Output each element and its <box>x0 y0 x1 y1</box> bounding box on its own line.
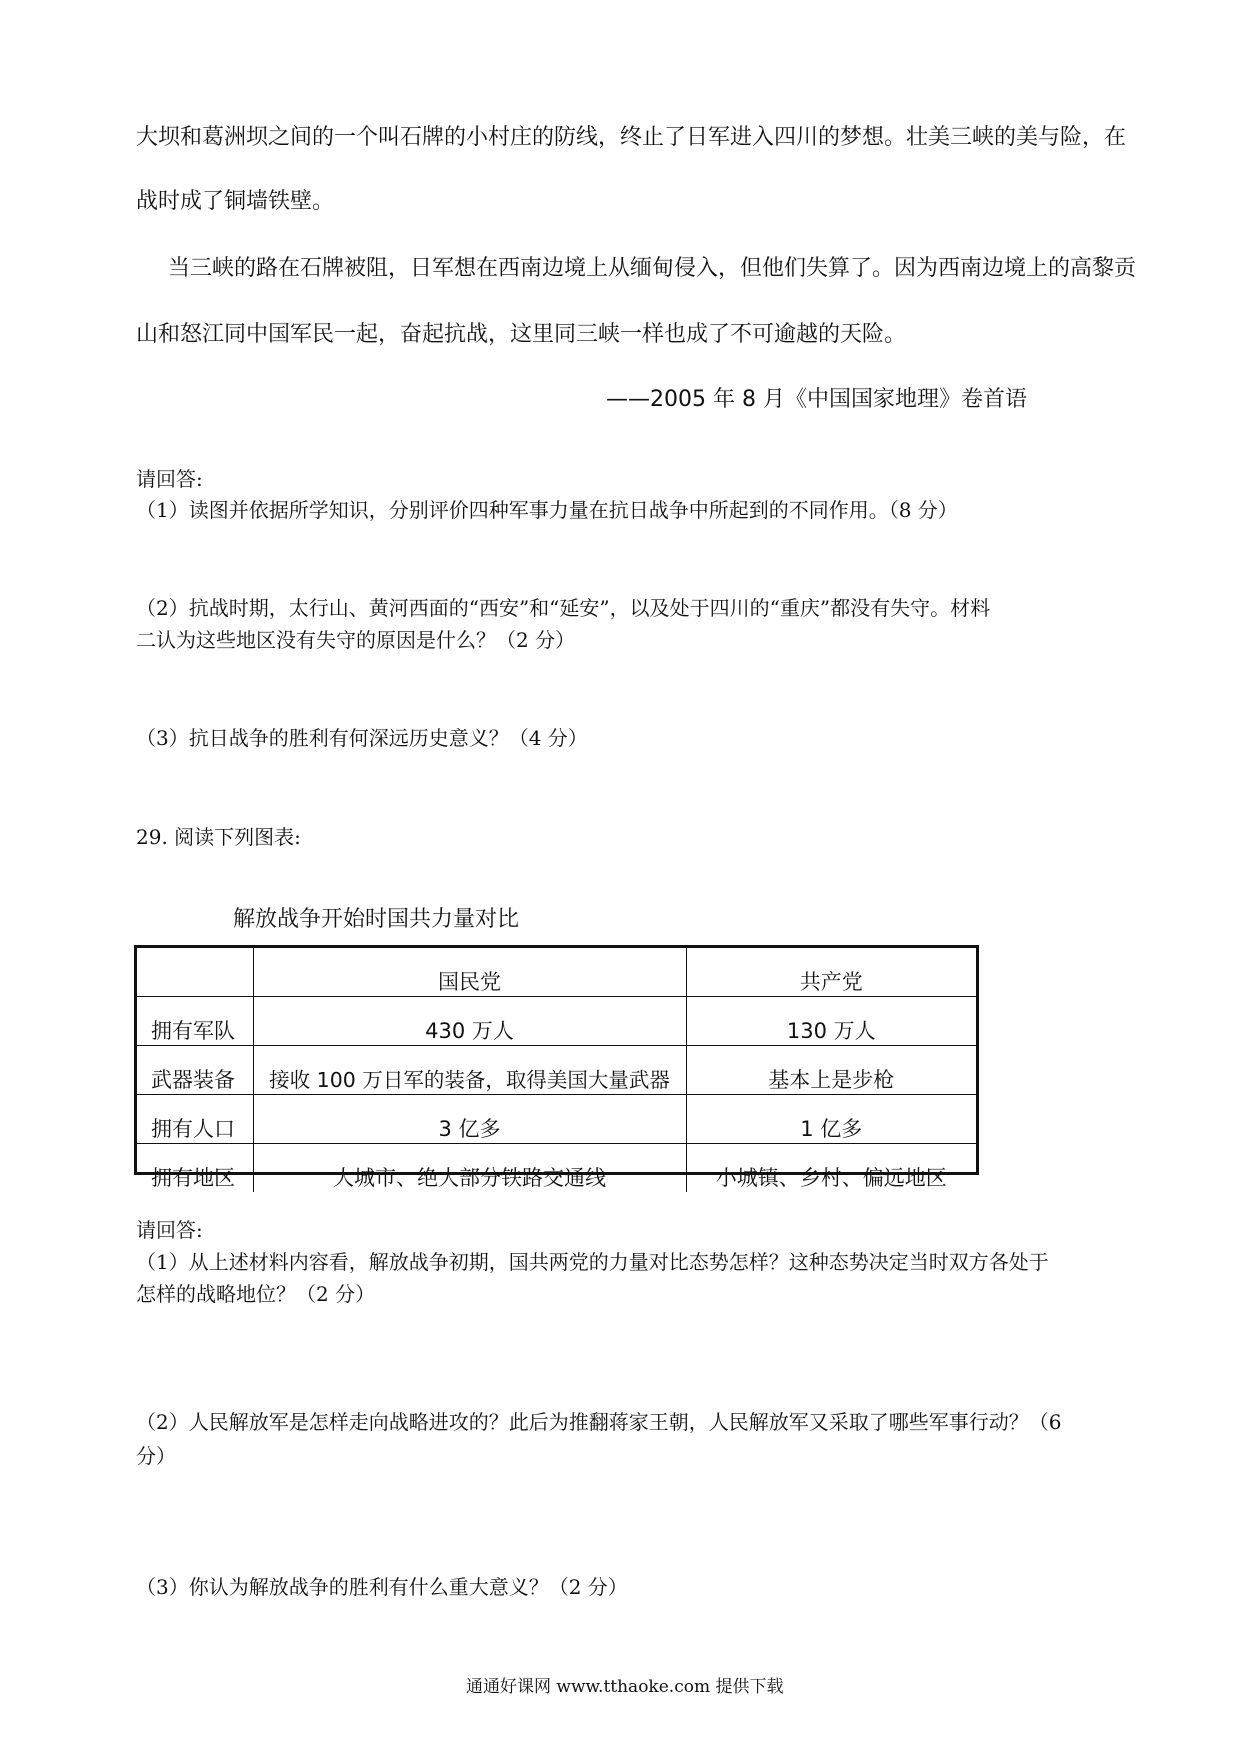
passage-source: ——2005 年 8 月《中国国家地理》卷首语 <box>606 387 1027 412</box>
passage-line-3: 当三峡的路在石牌被阻，日军想在西南边境上从缅甸侵入，但他们失算了。因为西南边境上的高黎贡 <box>168 256 1137 281</box>
table-cell: 1 亿多 <box>686 1095 976 1144</box>
q28-part3: （3）抗日战争的胜利有何深远历史意义？（4 分） <box>136 726 588 750</box>
table-cell: 拥有地区 <box>137 1144 253 1193</box>
table-header-cell <box>137 948 253 997</box>
table-row <box>137 1095 976 1144</box>
table-header-cell: 国民党 <box>253 948 686 997</box>
table-row <box>137 997 976 1046</box>
q29-part2-line2: 分） <box>136 1444 176 1468</box>
table-cell: 拥有人口 <box>137 1095 253 1144</box>
table-cell: 武器装备 <box>137 1046 253 1095</box>
table-cell: 大城市、绝大部分铁路交通线 <box>253 1144 686 1193</box>
q28-part2-line1: （2）抗战时期，太行山、黄河西面的“西安”和“延安”，以及处于四川的“重庆”都没有失守。材料 <box>136 596 991 620</box>
passage-line-4: 山和怒江同中国军民一起，奋起抗战，这里同三峡一样也成了不可逾越的天险。 <box>136 322 907 347</box>
passage-line-2: 战时成了铜墙铁壁。 <box>136 189 335 214</box>
table-title: 解放战争开始时国共力量对比 <box>233 907 520 932</box>
passage-line-1: 大坝和葛洲坝之间的一个叫石牌的小村庄的防线，终止了日军进入四川的梦想。壮美三峡的美与险，在 <box>136 125 1127 150</box>
table-cell: 接收 100 万日军的装备，取得美国大量武器 <box>253 1046 686 1095</box>
table-row <box>137 1046 976 1095</box>
table-cell: 130 万人 <box>686 997 976 1046</box>
page-footer: 通通好课网 www.tthaoke.com 提供下载 <box>466 1677 784 1697</box>
q28-part2-line2: 二认为这些地区没有失守的原因是什么？（2 分） <box>136 628 576 652</box>
q29-part1-line1: （1）从上述材料内容看，解放战争初期，国共两党的力量对比态势怎样？这种态势决定当时双方各处于 <box>136 1250 1049 1274</box>
q29-prompt: 请回答: <box>136 1218 203 1242</box>
q29-heading: 29. 阅读下列图表: <box>136 825 301 849</box>
comparison-table <box>134 945 979 1190</box>
table-row <box>137 1144 976 1193</box>
q29-part3: （3）你认为解放战争的胜利有什么重大意义？（2 分） <box>136 1575 628 1599</box>
table-cell: 小城镇、乡村、偏远地区 <box>686 1144 976 1193</box>
table-cell: 430 万人 <box>253 997 686 1046</box>
table-header-row <box>137 948 976 997</box>
q28-prompt: 请回答: <box>136 467 203 491</box>
table-cell: 3 亿多 <box>253 1095 686 1144</box>
table-cell: 基本上是步枪 <box>686 1046 976 1095</box>
q29-part1-line2: 怎样的战略地位？（2 分） <box>136 1282 376 1306</box>
q29-part2-line1: （2）人民解放军是怎样走向战略进攻的？此后为推翻蒋家王朝，人民解放军又采取了哪些军事行动？（6 <box>136 1410 1062 1434</box>
table-cell: 拥有军队 <box>137 997 253 1046</box>
q28-part1: （1）读图并依据所学知识，分别评价四种军事力量在抗日战争中所起到的不同作用。（8 分） <box>136 498 958 522</box>
table-header-cell: 共产党 <box>686 948 976 997</box>
